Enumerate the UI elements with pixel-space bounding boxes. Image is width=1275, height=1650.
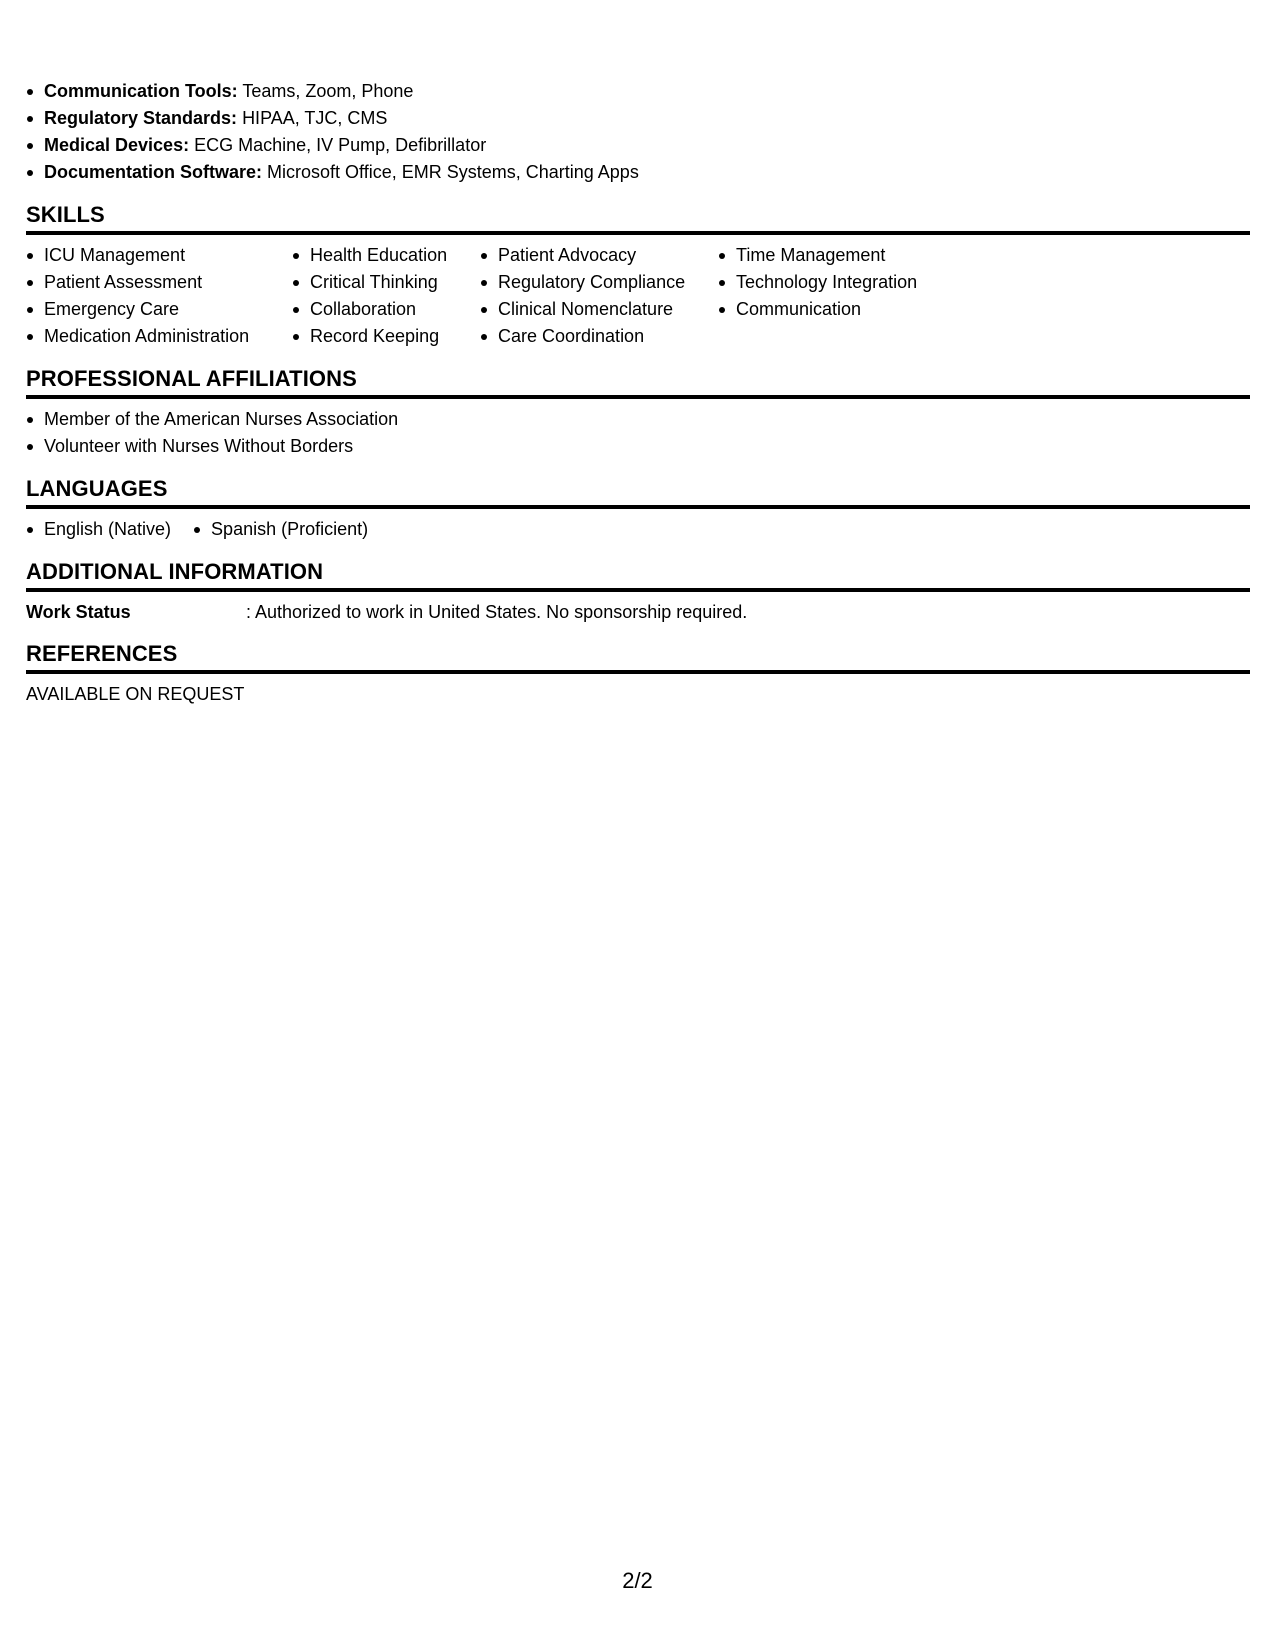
references-text: AVAILABLE ON REQUEST — [26, 684, 245, 704]
list-item: ICU Management — [26, 242, 292, 269]
list-item: Patient Assessment — [26, 269, 292, 296]
list-item: Volunteer with Nurses Without Borders — [26, 433, 1250, 460]
tool-value: Teams, Zoom, Phone — [242, 81, 414, 101]
skills-column — [480, 242, 718, 350]
list-item: Clinical Nomenclature — [480, 296, 718, 323]
languages-section — [26, 476, 1250, 543]
tool-value: HIPAA, TJC, CMS — [242, 108, 388, 128]
skills-column — [718, 242, 958, 350]
list-item: Technology Integration — [718, 269, 958, 296]
list-item: Record Keeping — [292, 323, 480, 350]
list-item: Regulatory Compliance — [480, 269, 718, 296]
additional-section — [26, 559, 1250, 625]
affiliations-section — [26, 366, 1250, 460]
languages-list — [26, 516, 1250, 543]
tool-label: Regulatory Standards: — [44, 108, 238, 128]
tool-value: ECG Machine, IV Pump, Defibrillator — [194, 135, 487, 155]
list-item — [26, 105, 1250, 132]
list-item: Spanish (Proficient) — [193, 516, 368, 543]
list-item: Medication Administration — [26, 323, 292, 350]
skills-section — [26, 202, 1250, 350]
skills-column — [292, 242, 480, 350]
list-item: Care Coordination — [480, 323, 718, 350]
tools-list — [26, 78, 1250, 186]
work-status-label: Work Status — [26, 602, 131, 622]
resume-content — [26, 78, 1250, 707]
work-status-row — [26, 599, 1250, 625]
work-status-value: : Authorized to work in United States. No sponsorship required. — [246, 602, 748, 622]
references-section — [26, 641, 1250, 707]
list-item: Time Management — [718, 242, 958, 269]
list-item: Communication — [718, 296, 958, 323]
page-number: 2/2 — [622, 1568, 653, 1593]
list-item: English (Native) — [26, 516, 171, 543]
tool-label: Documentation Software: — [44, 162, 263, 182]
section-title: SKILLS — [26, 202, 1250, 235]
section-title: PROFESSIONAL AFFILIATIONS — [26, 366, 1250, 399]
affiliations-list — [26, 406, 1250, 460]
skills-grid — [26, 242, 1250, 350]
tool-label: Medical Devices: — [44, 135, 190, 155]
section-title: REFERENCES — [26, 641, 1250, 674]
list-item: Member of the American Nurses Association — [26, 406, 1250, 433]
list-item: Collaboration — [292, 296, 480, 323]
list-item — [26, 159, 1250, 186]
list-item: Patient Advocacy — [480, 242, 718, 269]
list-item — [26, 132, 1250, 159]
list-item: Health Education — [292, 242, 480, 269]
tool-value: Microsoft Office, EMR Systems, Charting Apps — [267, 162, 639, 182]
tool-label: Communication Tools: — [44, 81, 238, 101]
list-item: Critical Thinking — [292, 269, 480, 296]
section-title: LANGUAGES — [26, 476, 1250, 509]
list-item — [26, 78, 1250, 105]
section-title: ADDITIONAL INFORMATION — [26, 559, 1250, 592]
list-item: Emergency Care — [26, 296, 292, 323]
skills-column — [26, 242, 292, 350]
